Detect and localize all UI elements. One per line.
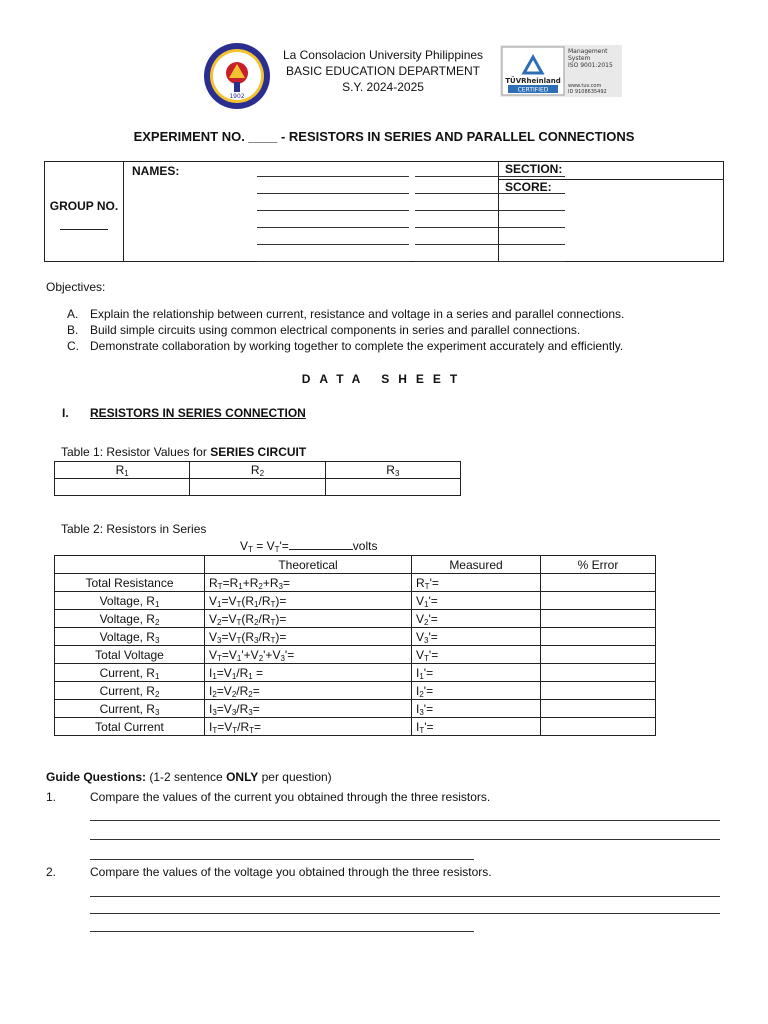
tuv-certification-logo (500, 45, 622, 97)
table-header (55, 556, 205, 574)
score-cell[interactable] (499, 180, 724, 262)
table-row (55, 682, 656, 700)
total-voltage-line: $V_T = V_T'=$ volts (240, 539, 378, 554)
error-cell[interactable] (541, 664, 656, 682)
university-seal-logo (203, 42, 271, 110)
theoretical-cell[interactable]: $I_1=V_1/R_1$ = (205, 664, 412, 682)
row-label: Voltage, $R_3$ (55, 628, 205, 646)
table-row (55, 610, 656, 628)
row-label: Voltage, $R_1$ (55, 592, 205, 610)
row-label: Total Voltage (55, 646, 205, 664)
theoretical-cell[interactable]: $V_3=V_T(R_3/R_T)=$ (205, 628, 412, 646)
row-label: Current, $R_2$ (55, 682, 205, 700)
group-number-cell[interactable] (45, 162, 124, 262)
answer-line[interactable] (90, 839, 720, 840)
row-label: Total Current (55, 718, 205, 736)
table-row (55, 574, 656, 592)
table-row (55, 592, 656, 610)
table-row (55, 700, 656, 718)
measured-cell[interactable]: $V_1'=$ (412, 592, 541, 610)
svg-text:ISO 9001:2015: ISO 9001:2015 (568, 62, 613, 69)
measured-cell[interactable]: $I_T'=$ (412, 718, 541, 736)
table-row (55, 556, 656, 574)
list-item: A. Explain the relationship between current, resistance and voltage in a series and parallel connections. (67, 307, 625, 321)
svg-text:System: System (568, 55, 591, 62)
answer-line[interactable] (90, 820, 720, 821)
school-year: S.Y. 2024-2025 (342, 80, 424, 94)
name-line[interactable] (415, 210, 565, 211)
error-cell[interactable] (541, 592, 656, 610)
row-label: Current, $R_3$ (55, 700, 205, 718)
table-row (55, 628, 656, 646)
theoretical-cell[interactable]: $I_T=V_T/R_T=$ (205, 718, 412, 736)
row-label: Current, $R_1$ (55, 664, 205, 682)
table-header: % Error (541, 556, 656, 574)
theoretical-cell[interactable]: $I_2=V_2/R_2=$ (205, 682, 412, 700)
group-number-blank[interactable] (60, 221, 108, 230)
list-item: C. Demonstrate collaboration by working together to complete the experiment accurately and efficiently. (67, 339, 624, 353)
voltage-blank[interactable] (289, 539, 353, 550)
objectives-list (67, 306, 707, 354)
name-line[interactable] (257, 227, 409, 228)
theoretical-cell[interactable]: $R_T=R_1+R_2+R_3=$ (205, 574, 412, 592)
row-label: Total Resistance (55, 574, 205, 592)
table-row (55, 718, 656, 736)
theoretical-cell[interactable]: $V_T=V_1'+V_2'+V_3'=$ (205, 646, 412, 664)
measured-cell[interactable]: $I_1'=$ (412, 664, 541, 682)
error-cell[interactable] (541, 574, 656, 592)
error-cell[interactable] (541, 646, 656, 664)
section-heading: I. RESISTORS IN SERIES CONNECTION (62, 406, 306, 420)
table2-caption: Table 2: Resistors in Series (61, 522, 207, 536)
svg-text:Management: Management (568, 48, 608, 55)
group-info-table (44, 161, 724, 262)
name-line[interactable] (257, 176, 409, 177)
measured-cell[interactable]: $R_T'=$ (412, 574, 541, 592)
table-cell[interactable] (55, 479, 190, 496)
names-label: NAMES: (132, 164, 180, 178)
experiment-title: EXPERIMENT NO. ____ - RESISTORS IN SERIES AND PARALLEL CONNECTIONS (133, 129, 635, 144)
question-1: 1. Compare the values of the current you obtained through the three resistors. (46, 790, 491, 804)
group-number-label: GROUP NO. (49, 199, 119, 213)
svg-text:1902: 1902 (229, 93, 245, 100)
names-cell[interactable] (124, 162, 499, 262)
answer-line[interactable] (90, 896, 720, 897)
svg-text:ID 9108635492: ID 9108635492 (568, 89, 607, 95)
name-line[interactable] (415, 244, 565, 245)
table1-caption: Table 1: Resistor Values for SERIES CIRCUIT (61, 445, 307, 459)
table-header: Measured (412, 556, 541, 574)
table-header: $R_2$ (190, 462, 325, 479)
svg-text:www.tuv.com: www.tuv.com (568, 83, 602, 89)
name-line[interactable] (415, 176, 565, 177)
error-cell[interactable] (541, 700, 656, 718)
answer-line[interactable] (90, 859, 474, 860)
table-header: $R_3$ (325, 462, 460, 479)
score-label: SCORE: (505, 180, 552, 194)
error-cell[interactable] (541, 628, 656, 646)
department-name: BASIC EDUCATION DEPARTMENT (285, 64, 481, 78)
resistor-values-table (54, 461, 461, 496)
error-cell[interactable] (541, 718, 656, 736)
measured-cell[interactable]: $V_2'=$ (412, 610, 541, 628)
name-line[interactable] (415, 261, 565, 262)
section-label: SECTION: (505, 162, 563, 176)
school-header (270, 47, 496, 95)
school-name: La Consolacion University Philippines (282, 48, 484, 62)
name-line[interactable] (257, 193, 409, 194)
svg-text:TÜVRheinland: TÜVRheinland (505, 77, 561, 85)
table-row (55, 646, 656, 664)
measured-cell[interactable]: $I_2'=$ (412, 682, 541, 700)
theoretical-cell[interactable]: $I_3=V_3/R_3=$ (205, 700, 412, 718)
table-header: Theoretical (205, 556, 412, 574)
theoretical-cell[interactable]: $V_2=V_T(R_2/R_T)=$ (205, 610, 412, 628)
name-line[interactable] (415, 193, 565, 194)
objectives-title: Objectives: (46, 280, 106, 294)
measured-cell[interactable]: $V_T'=$ (412, 646, 541, 664)
svg-text:CERTIFIED: CERTIFIED (517, 86, 549, 94)
name-line[interactable] (257, 261, 409, 262)
series-resistors-table (54, 555, 656, 736)
name-line[interactable] (257, 244, 409, 245)
measured-cell[interactable]: $V_3'=$ (412, 628, 541, 646)
theoretical-cell[interactable]: $V_1=V_T(R_1/R_T)=$ (205, 592, 412, 610)
row-label: Voltage, $R_2$ (55, 610, 205, 628)
name-line[interactable] (257, 210, 409, 211)
question-2: 2. Compare the values of the voltage you obtained through the three resistors. (46, 865, 492, 879)
list-item: B. Build simple circuits using common electrical components in series and parallel connections. (67, 323, 581, 337)
measured-cell[interactable]: $I_3'=$ (412, 700, 541, 718)
table-row (55, 664, 656, 682)
table-header: $R_1$ (55, 462, 190, 479)
answer-line[interactable] (90, 931, 474, 932)
data-sheet-title: DATA SHEET (301, 372, 467, 386)
error-cell[interactable] (541, 682, 656, 700)
table-cell[interactable] (325, 479, 460, 496)
table-cell[interactable] (190, 479, 325, 496)
answer-line[interactable] (90, 913, 720, 914)
name-line[interactable] (415, 227, 565, 228)
guide-questions-heading: Guide Questions: (1-2 sentence ONLY per question) (46, 770, 332, 784)
error-cell[interactable] (541, 610, 656, 628)
